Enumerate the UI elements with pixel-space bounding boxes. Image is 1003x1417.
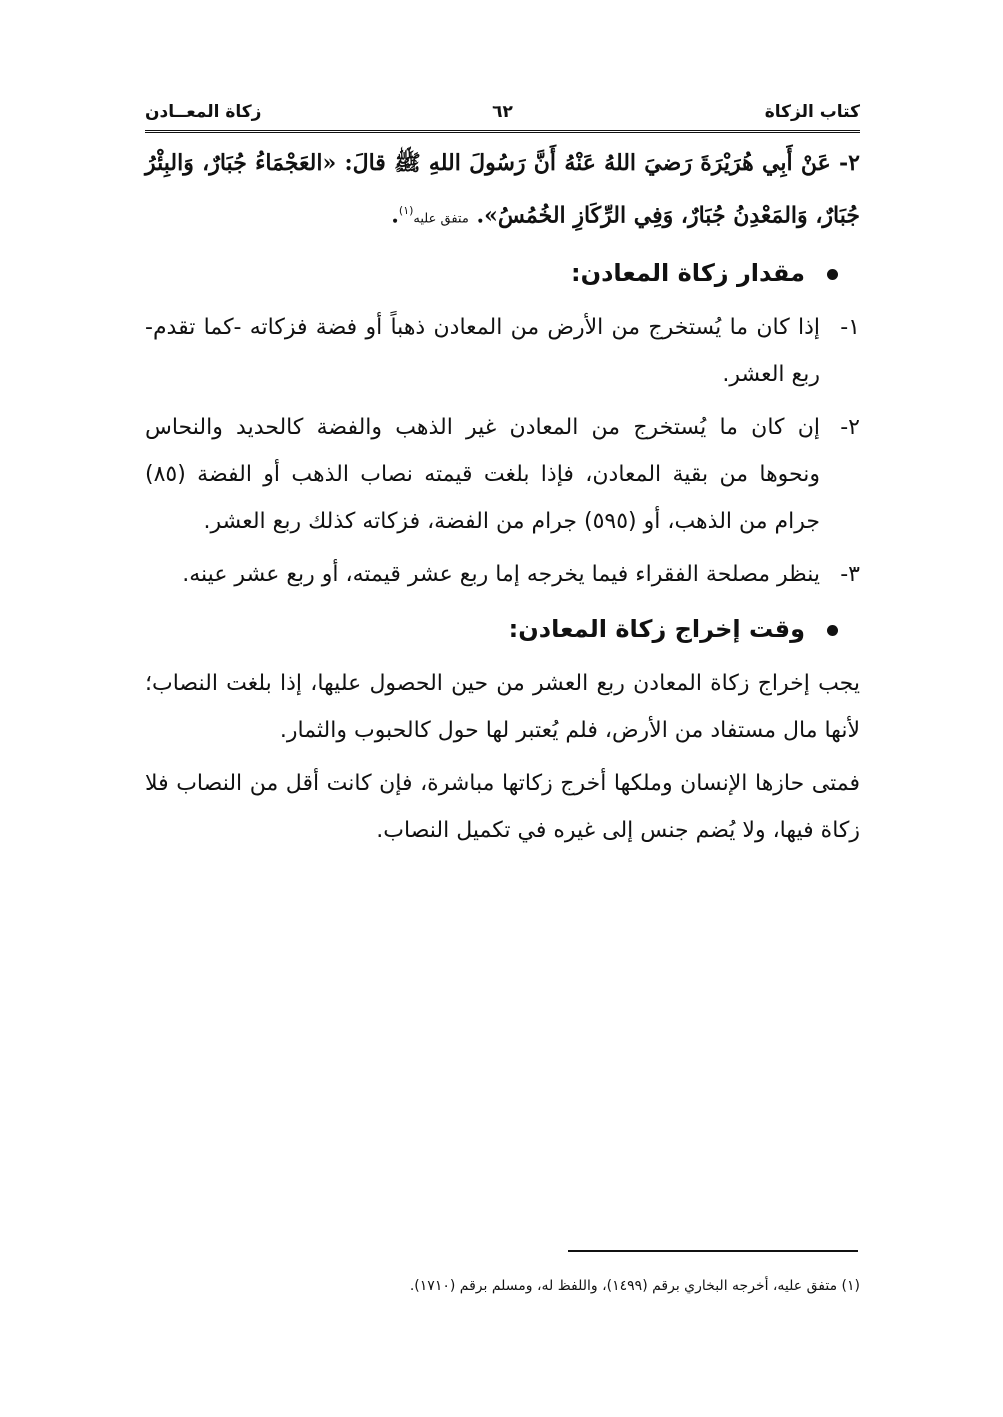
heading-text: مقدار زكاة المعادن: bbox=[571, 259, 805, 288]
hadith-reference: متفق عليه bbox=[413, 211, 469, 227]
hadith-text: عَنْ أَبِي هُرَيْرَةَ رَضيَ اللهُ عَنْهُ أَنَّ رَسُولَ اللهِ ﷺ قالَ: «العَجْمَاءُ جُبَارٌ، وَالبِئْرُ جُبَارٌ، وَالمَعْدِنُ جُبَارٌ، وَفِي الرِّكَازِ الخُمُسُ». bbox=[145, 150, 860, 229]
list-text: ينظر مصلحة الفقراء فيما يخرجه إما ربع عشر قيمته، أو ربع عشر عينه. bbox=[182, 562, 820, 588]
section-heading-amount bbox=[145, 248, 860, 298]
list-text: إن كان ما يُستخرج من المعادن غير الذهب والفضة كالحديد والنحاس ونحوها من بقية المعادن، فإذا بلغت قيمته نصاب الذهب أو الفضة (٨٥) جرام من الذهب، أو (٥٩٥) جرام من الفضة، فزكاته كذلك ربع العشر. bbox=[145, 415, 820, 535]
list-item bbox=[145, 551, 860, 598]
body-paragraph: فمتى حازها الإنسان وملكها أخرج زكاتها مباشرة، فإن كانت أقل من النصاب فلا زكاة فيها، ولا يُضم جنس إلى غيره في تكميل النصاب. bbox=[145, 771, 860, 844]
list-number: ٢- bbox=[840, 415, 860, 441]
hadith-number: ٢- bbox=[839, 150, 860, 176]
bullet-icon bbox=[827, 625, 838, 636]
bullet-icon bbox=[827, 269, 838, 280]
book-title: كتاب الزكاة bbox=[764, 102, 860, 122]
list-item bbox=[145, 304, 860, 398]
hadith-paragraph: ٢- عَنْ أَبِي هُرَيْرَةَ رَضيَ اللهُ عَنْهُ أَنَّ رَسُولَ اللهِ ﷺ قالَ: «العَجْمَاءُ جُبَارٌ، وَالبِئْرُ جُبَارٌ، وَالمَعْدِنُ جُبَارٌ، وَفِي الرِّكَازِ الخُمُسُ». متفق عليه$^{(١)}$. bbox=[145, 150, 860, 229]
footnote: (١) متفق عليه، أخرجه البخاري برقم (١٤٩٩)، واللفظ له، ومسلم برقم (١٧١٠). bbox=[409, 1278, 860, 1294]
list-item bbox=[145, 404, 860, 545]
list-number: ٣- bbox=[840, 562, 860, 588]
running-header bbox=[145, 100, 860, 126]
body-paragraph: يجب إخراج زكاة المعادن ربع العشر من حين الحصول عليها، إذا بلغت النصاب؛ لأنها مال مستفاد من الأرض، فلم يُعتبر لها حول كالحبوب والثمار. bbox=[145, 671, 860, 744]
footnote-marker[interactable]: (١) bbox=[398, 204, 414, 217]
header-divider bbox=[145, 130, 860, 133]
list-number: ١- bbox=[840, 315, 860, 341]
list-text: إذا كان ما يُستخرج من الأرض من المعادن ذهباً أو فضة فزكاته -كما تقدم- ربع العشر. bbox=[145, 315, 820, 388]
page-content bbox=[145, 140, 860, 860]
footnote-divider bbox=[568, 1250, 858, 1252]
heading-text: وقت إخراج زكاة المعادن: bbox=[508, 615, 805, 644]
chapter-title: زكاة المعــادن bbox=[145, 102, 262, 122]
section-heading-time bbox=[145, 604, 860, 654]
page-number: ٦٢ bbox=[492, 102, 513, 122]
